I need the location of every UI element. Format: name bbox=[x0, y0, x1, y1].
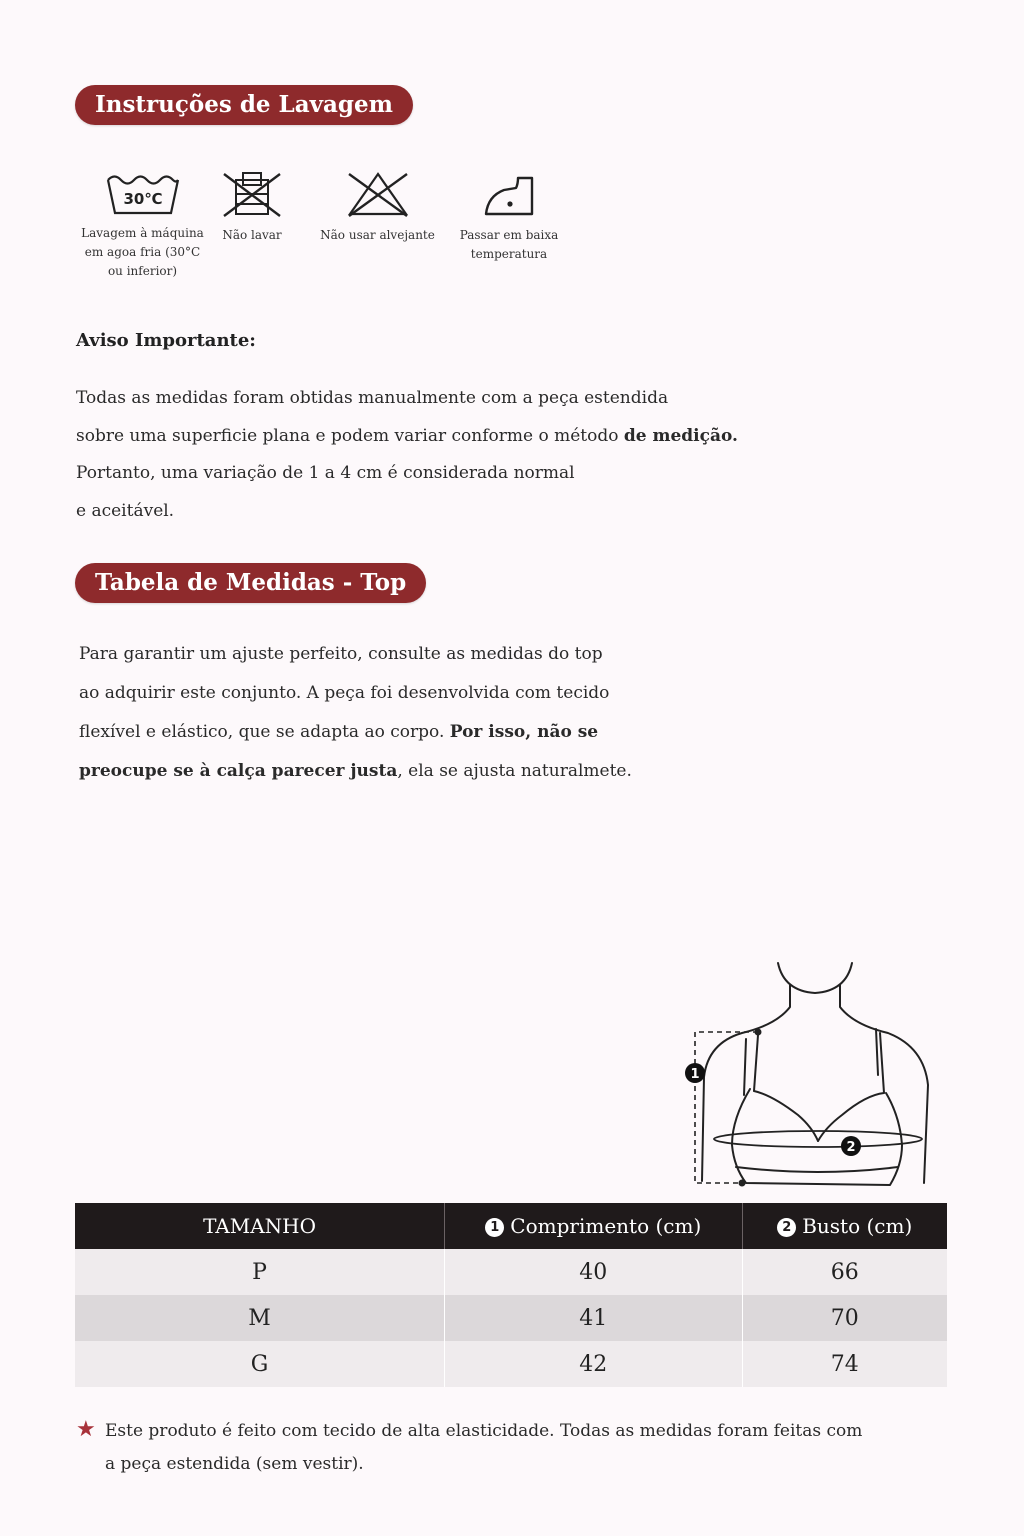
table-row bbox=[75, 1249, 947, 1295]
table-row bbox=[75, 1341, 947, 1387]
cell-size: M bbox=[75, 1295, 445, 1341]
cell-bust: 66 bbox=[742, 1249, 947, 1295]
cell-bust: 70 bbox=[742, 1295, 947, 1341]
iron-low-icon bbox=[484, 170, 534, 218]
intro-line-3: flexível e elástico, que se adapta ao corpo. Por isso, não se bbox=[79, 722, 599, 742]
notice-heading: Aviso Importante: bbox=[76, 330, 256, 351]
cell-length: 41 bbox=[445, 1295, 742, 1341]
intro-line-4: preocupe se à calça parecer justa, ela se ajusta naturalmete. bbox=[79, 761, 632, 781]
star-icon: ★ bbox=[76, 1417, 96, 1442]
wash-30-icon bbox=[106, 170, 180, 216]
notice-line-3: Portanto, uma variação de 1 a 4 cm é considerada normal bbox=[76, 463, 575, 483]
notice-line-4: e aceitável. bbox=[76, 500, 175, 521]
marker-2-text: 2 bbox=[846, 1140, 856, 1155]
cell-length: 42 bbox=[445, 1341, 742, 1387]
notice-paragraph bbox=[76, 384, 738, 534]
header-length: 1 Comprimento (cm) bbox=[445, 1203, 742, 1249]
header-size: TAMANHO bbox=[75, 1203, 445, 1249]
cell-size: G bbox=[75, 1341, 445, 1387]
intro-line-1: Para garantir um ajuste perfeito, consulte as medidas do top bbox=[79, 644, 603, 664]
wash-temperature-text: 30℃ bbox=[122, 190, 163, 208]
care-label-no-wash: Não lavar bbox=[222, 228, 282, 242]
care-item-no-wash bbox=[211, 170, 293, 245]
bust-badge: 2 bbox=[777, 1218, 796, 1237]
measurement-illustration bbox=[680, 955, 940, 1195]
cell-size: P bbox=[75, 1249, 445, 1295]
size-table bbox=[75, 1203, 947, 1387]
size-intro-paragraph bbox=[79, 640, 632, 796]
footnote-line-1: Este produto é feito com tecido de alta elasticidade. Todas as medidas foram feitas com bbox=[105, 1421, 863, 1441]
size-table-section-title: Tabela de Medidas - Top bbox=[75, 563, 426, 603]
no-bleach-icon bbox=[345, 170, 411, 218]
no-wash-icon bbox=[220, 170, 284, 218]
notice-line-2: sobre uma superficie plana e podem variar conforme o método de medição. bbox=[76, 425, 738, 446]
care-symbols-row bbox=[70, 170, 590, 310]
care-item-machine-wash bbox=[70, 170, 215, 281]
notice-line-1: Todas as medidas foram obtidas manualmente com a peça estendida bbox=[76, 388, 669, 408]
marker-1-text: 1 bbox=[690, 1067, 700, 1082]
care-label-no-bleach: Não usar alvejante bbox=[320, 228, 435, 242]
footnote bbox=[76, 1415, 936, 1481]
intro-line-2: ao adquirir este conjunto. A peça foi desenvolvida com tecido bbox=[79, 683, 610, 703]
cell-bust: 74 bbox=[742, 1341, 947, 1387]
care-item-iron-low bbox=[450, 170, 568, 264]
length-badge: 1 bbox=[485, 1218, 504, 1237]
torso-figure-drawing bbox=[680, 955, 940, 1195]
care-item-no-bleach bbox=[315, 170, 440, 245]
footnote-line-2: a peça estendida (sem vestir). bbox=[105, 1454, 364, 1474]
header-bust: 2 Busto (cm) bbox=[742, 1203, 947, 1249]
care-label-machine-wash: Lavagem à máquina em agoa fria (30°C ou inferior) bbox=[81, 226, 204, 278]
cell-length: 40 bbox=[445, 1249, 742, 1295]
table-row bbox=[75, 1295, 947, 1341]
wash-section-title: Instruções de Lavagem bbox=[75, 85, 413, 125]
size-table-header-row bbox=[75, 1203, 947, 1249]
care-label-iron-low: Passar em baixa temperatura bbox=[459, 228, 559, 261]
